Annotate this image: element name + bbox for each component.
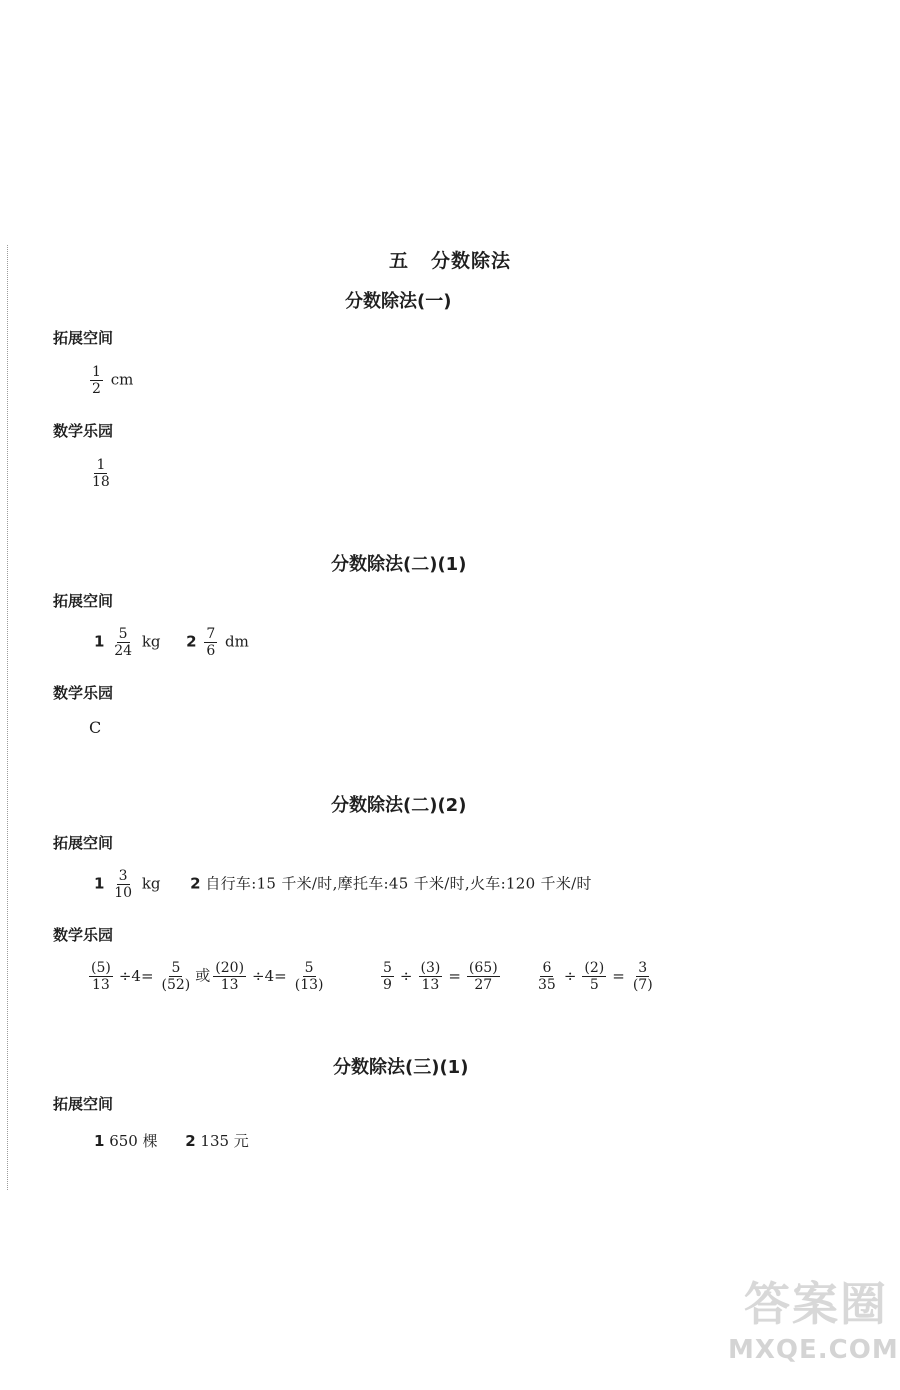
fraction: $\frac{7}{6}$ — [206, 626, 216, 659]
watermark-text: 答案圈 — [744, 1277, 888, 1331]
item-number: 2 — [186, 632, 197, 651]
chapter-number: 五 — [388, 250, 409, 272]
answer-line — [87, 457, 115, 490]
equation — [378, 960, 503, 993]
fraction: $\frac{(2)}{5}$ — [584, 960, 605, 993]
operator: ÷ — [399, 966, 413, 985]
fraction: $\frac{1}{2}$ — [92, 364, 101, 397]
unit: kg — [141, 874, 161, 893]
fraction: $\frac{(5)}{13}$ — [91, 960, 111, 993]
section-label: 拓展空间 — [53, 834, 114, 852]
fraction: $\frac{(3)}{13}$ — [420, 960, 441, 993]
watermark-domain: MXQE.COM — [728, 1335, 899, 1365]
unit: cm — [110, 370, 134, 389]
item-number: 2 — [190, 874, 201, 893]
answer-text: 650 棵 — [109, 1132, 158, 1150]
operator: = — [612, 966, 625, 985]
answer-line — [94, 868, 592, 901]
section-label: 拓展空间 — [53, 329, 114, 347]
fraction: $\frac{5}{24}$ — [114, 626, 133, 659]
operator: = — [448, 966, 461, 985]
item-number: 1 — [94, 1132, 105, 1150]
fraction: $\frac{(65)}{27}$ — [468, 960, 498, 993]
section-label: 数学乐园 — [53, 926, 114, 944]
operator: ÷4= — [252, 966, 287, 985]
answer-text: 135 元 — [200, 1132, 249, 1150]
fraction: $\frac{6}{35}$ — [538, 960, 556, 993]
answer-line — [94, 626, 249, 659]
fraction: $\frac{1}{18}$ — [92, 457, 110, 490]
lesson-title: 分数除法(二)(1) — [331, 554, 467, 575]
binding-margin-line — [7, 245, 8, 1190]
item-number: 1 — [94, 632, 105, 651]
fraction: $\frac{5}{9}$ — [383, 960, 392, 993]
watermark-logo — [728, 1276, 899, 1386]
lesson-title: 分数除法(一) — [345, 291, 452, 312]
unit: dm — [225, 632, 249, 651]
fraction: $\frac{3}{10}$ — [114, 868, 133, 901]
fraction: $\frac{5}{(52)}$ — [161, 960, 191, 993]
lesson-title: 分数除法(二)(2) — [331, 795, 467, 816]
operator: ÷4= — [118, 966, 154, 985]
operator: ÷ — [563, 966, 577, 985]
section-label: 拓展空间 — [53, 592, 114, 610]
item-number: 1 — [94, 874, 105, 893]
lesson-title: 分数除法(三)(1) — [333, 1057, 469, 1078]
chapter-title — [0, 246, 900, 273]
fraction: $\frac{3}{(7)}$ — [632, 960, 653, 993]
item-number: 2 — [185, 1132, 196, 1150]
or-word: 或 — [195, 966, 211, 985]
answer-choice: C — [89, 718, 102, 737]
fraction: $\frac{(20)}{13}$ — [215, 960, 245, 993]
section-label: 拓展空间 — [53, 1095, 114, 1113]
section-label: 数学乐园 — [53, 684, 114, 702]
speed-answer: 自行车:15 千米/时,摩托车:45 千米/时,火车:120 千米/时 — [205, 874, 592, 893]
fraction: $\frac{5}{(13)}$ — [294, 960, 324, 993]
answer-line — [87, 364, 133, 397]
equation — [533, 960, 658, 993]
section-label: 数学乐园 — [53, 422, 114, 440]
answer-line — [94, 1130, 249, 1151]
equation — [86, 960, 328, 993]
unit: kg — [141, 632, 161, 651]
chapter-name: 分数除法 — [431, 250, 512, 272]
